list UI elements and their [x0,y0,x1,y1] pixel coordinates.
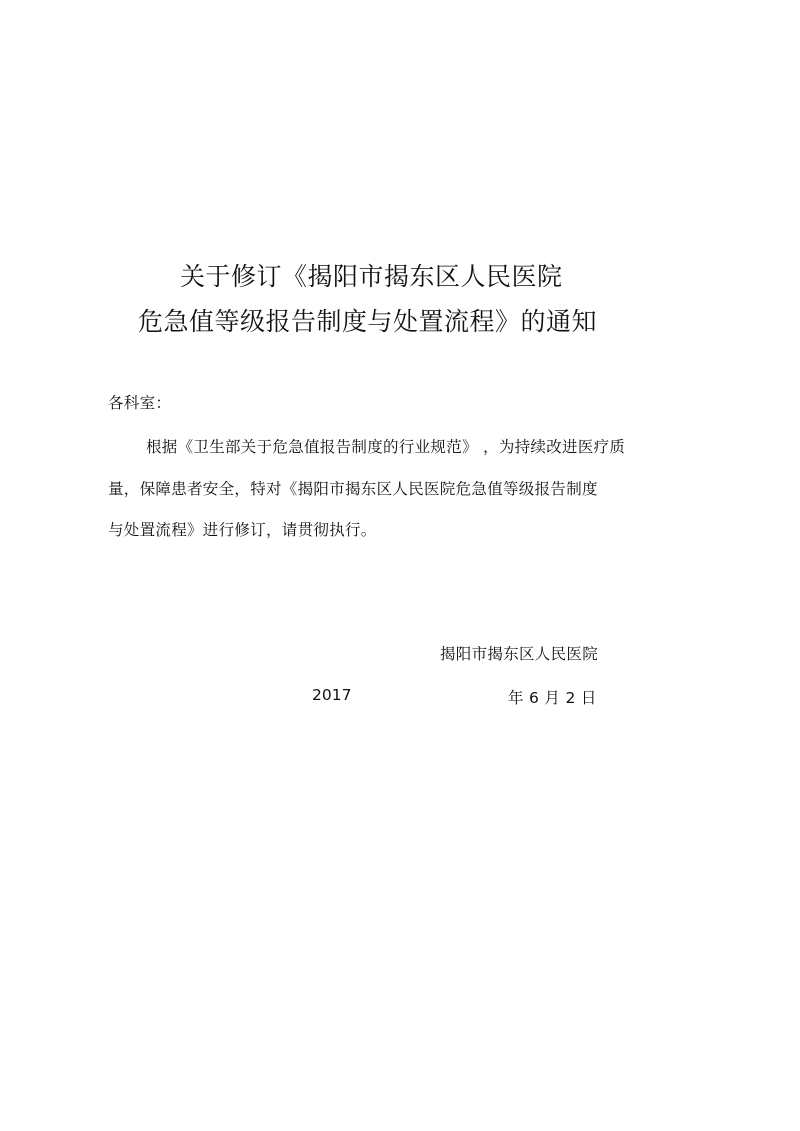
date-year: 2017 [312,686,352,704]
paragraph-line-3: 与处置流程》进行修订，请贯彻执行。 [108,521,377,539]
date-month-day: 年 6 月 2 日 [508,689,597,707]
paragraph-line-1: 根据《卫生部关于危急值报告制度的行业规范》 ，为持续改进医疗质 [146,438,626,456]
paragraph-line-2: 量，保障患者安全，特对《揭阳市揭东区人民医院危急值等级报告制度 [108,480,598,498]
document-title-line-1: 关于修订《揭阳市揭东区人民医院 [180,262,563,291]
document-title-line-2: 危急值等级报告制度与处置流程》的通知 [138,307,598,336]
salutation: 各科室： [108,394,172,412]
signature-organization: 揭阳市揭东区人民医院 [440,645,599,663]
